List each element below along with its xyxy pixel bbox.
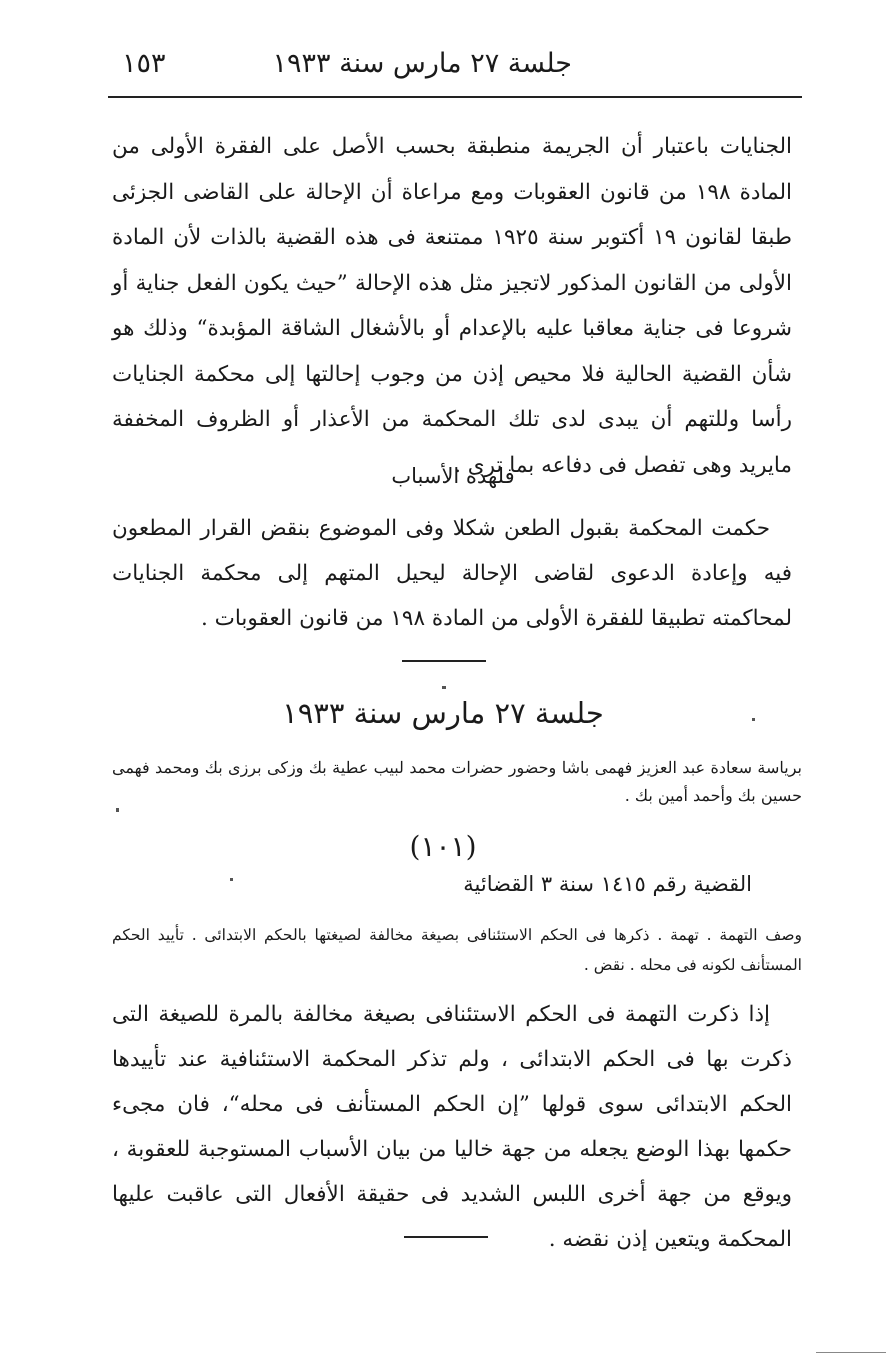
- reasons-heading: فلهذه الأسباب: [391, 464, 515, 488]
- case-title: القضية رقم ١٤١٥ سنة ٣ القضائية: [463, 872, 752, 896]
- case-principle-text: إذا ذكرت التهمة فى الحكم الاستئنافى بصيغة مخالفة بالمرة للصيغة التى ذكرت بها فى الحكم الابتدائى ، ولم تذكر المحكمة الاستئنافية عند تأييدها الحكم الابتدائى سوى قولها ”إن الحكم المستأنف فى محله“، فان مجىء حكمها بهذا الوضع يجعله من جهة خاليا من بيان الأسباب المستوجبة للعقوبة ، ويوقع من جهة أخرى اللبس الشديد فى حقيقة الأفعال التى عاقبت عليها المحكمة ويتعين إذن نقضه .: [112, 1002, 792, 1252]
- print-speck: [752, 718, 755, 721]
- paragraph-judgment-reasoning: الجنايات باعتبار أن الجريمة منطبقة بحسب الأصل على الفقرة الأولى من المادة ١٩٨ من قانون العقوبات ومع مراعاة أن الإحالة على القاضى الجزئى طبقا لقانون ١٩ أكتوبر سنة ١٩٢٥ ممتنعة فى هذه القضية بالذات لأن المادة الأولى من القانون المذكور لاتجيز مثل هذه الإحالة ”حيث يكون الفعل جناية أو شروعا فى جناية معاقبا عليه بالإعدام أو بالأشغال الشاقة المؤبدة“ وذلك هو شأن القضية الحالية فلا محيص إذن من وجوب إحالتها إلى محكمة الجنايات رأسا وللتهم أن يبدى لدى تلك المحكمة من الأعذار أو الظروف المخففة مايريد وهى تفصل فى دفاعه بما ترى .: [112, 134, 792, 478]
- page-number: ١٥٣: [122, 48, 166, 79]
- paragraph-ruling: [112, 506, 792, 641]
- print-speck: [116, 808, 119, 812]
- running-title: جلسة ٢٧ مارس سنة ١٩٣٣: [272, 48, 572, 79]
- case-summary: وصف التهمة . تهمة . ذكرها فى الحكم الاستئنافى بصيغة مخالفة لصيغتها بالحكم الابتدائى . تأييد الحكم المستأنف لكونه فى محله . نقض .: [112, 926, 802, 974]
- header-rule: [108, 96, 802, 98]
- print-speck: [442, 686, 446, 689]
- session-title: جلسة ٢٧ مارس سنة ١٩٣٣: [282, 696, 604, 730]
- section-divider: [402, 660, 486, 662]
- case-number: (١٠١): [409, 830, 477, 863]
- page-header: [108, 42, 802, 86]
- session-members: برياسة سعادة عبد العزيز فهمى باشا وحضور حضرات محمد لبيب عطية بك وزكى برزى بك ومحمد فهمى حسين بك وأحمد أمين بك .: [112, 758, 802, 805]
- scan-edge-line: [816, 1352, 886, 1353]
- paragraph-case-principle: [112, 992, 792, 1262]
- ruling-text: حكمت المحكمة بقبول الطعن شكلا وفى الموضوع بنقض القرار المطعون فيه وإعادة الدعوى لقاضى الإحالة ليحيل المتهم إلى محكمة الجنايات لمحاكمته تطبيقا للفقرة الأولى من المادة ١٩٨ من قانون العقوبات .: [112, 516, 792, 631]
- section-divider-end: [404, 1236, 488, 1238]
- print-speck: [230, 878, 233, 881]
